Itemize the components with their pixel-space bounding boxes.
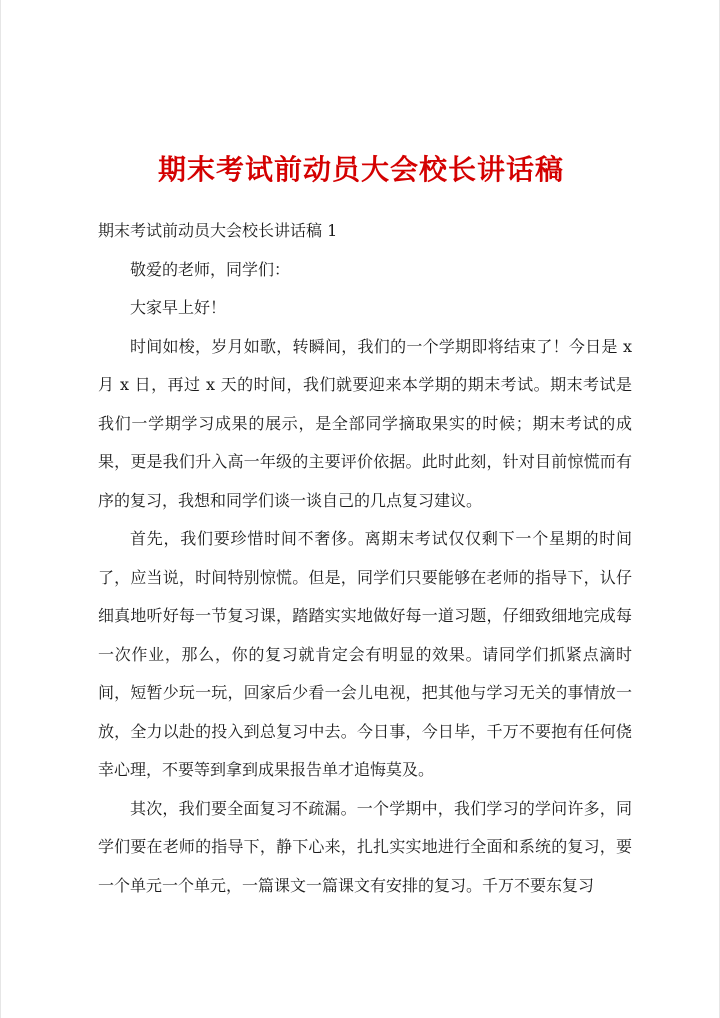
paragraph-intro: 时间如梭，岁月如歌，转瞬间，我们的一个学期即将结束了！今日是 x 月 x 日，再过 x 天的时间，我们就要迎来本学期的期末考试。期末考试是我们一学期学习成果的展示，是全部同学摘取果实的时候；期末考试的成果，更是我们升入高一年级的主要评价依据。此时此刻，针对目前惊慌而有序的复习，我想和同学们谈一谈自己的几点复习建议。 bbox=[98, 336, 632, 510]
paragraph-first-point: 首先，我们要珍惜时间不奢侈。离期末考试仅仅剩下一个星期的时间了，应当说，时间特别惊慌。但是，同学们只要能够在老师的指导下，认仔细真地听好每一节复习课，踏踏实实地做好每一道习题，仔细致细地完成每一次作业，那么，你的复习就肯定会有明显的效果。请同学们抓紧点滴时间，短暂少玩一玩，回家后少看一会儿电视，把其他与学习无关的事情放一放，全力以赴的投入到总复习中去。今日事，今日毕，千万不要抱有任何侥幸心理，不要等到拿到成果报告单才追悔莫及。 bbox=[98, 529, 632, 779]
document-title: 期末考试前动员大会校长讲话稿 bbox=[157, 153, 564, 186]
paragraph-second-point: 其次，我们要全面复习不疏漏。一个学期中，我们学习的学问许多，同学们要在老师的指导下，静下心来，扎扎实实地进行全面和系统的复习，要一个单元一个单元，一篇课文一篇课文有安排的复习。千万不要东复习 bbox=[98, 798, 632, 895]
section-heading: 期末考试前动员大会校长讲话稿 1 bbox=[98, 221, 338, 240]
paragraph-salutation: 敬爱的老师，同学们： bbox=[130, 259, 291, 279]
document-body bbox=[98, 212, 632, 905]
paragraph-greeting: 大家早上好！ bbox=[130, 298, 227, 317]
